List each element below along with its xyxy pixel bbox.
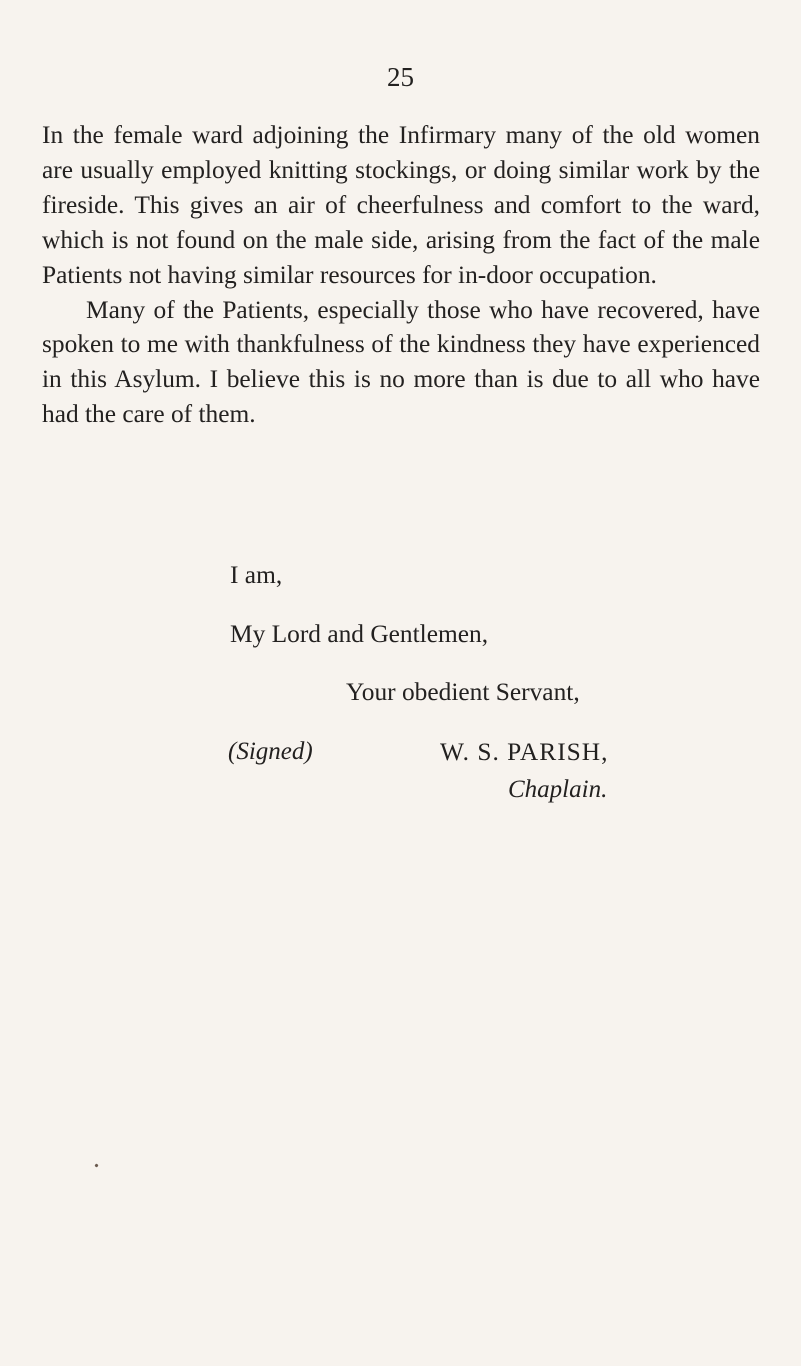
signer-name: W. S. PARISH, bbox=[440, 738, 609, 766]
signer-title: Chaplain. bbox=[508, 776, 608, 803]
page-number: 25 bbox=[387, 62, 414, 92]
salutation-line: My Lord and Gentlemen, bbox=[230, 620, 489, 648]
signed-label: (Signed) bbox=[228, 738, 313, 765]
closing-line: I am, bbox=[230, 561, 283, 589]
valediction-line: Your obedient Servant, bbox=[346, 678, 580, 706]
paper-speck bbox=[94, 1163, 98, 1167]
paragraph: In the female ward adjoining the Infirmary many of the old women are usually employed knitting stockings, or doing similar work by the fireside. This gives an air of cheerfulness and comfort to the ward, which is not found on the male side, arising from the fact of the male Patients not having similar resources for in-door occupation. bbox=[42, 121, 760, 289]
paragraph: Many of the Patients, especially those who have recovered, have spoken to me with thankfulness of the kindness they have experienced in this Asylum. I believe this is no more than is due to all who have had the care of them. bbox=[42, 295, 760, 429]
body-text bbox=[42, 118, 760, 432]
